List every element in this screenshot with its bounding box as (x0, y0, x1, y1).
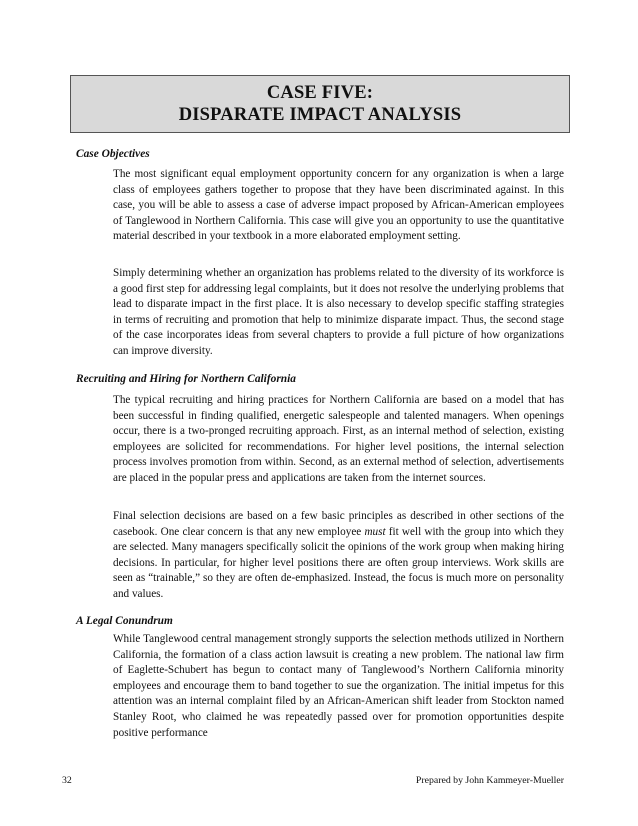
recruiting-paragraph-2-part-2: fit well with the group into which they are selected. Many managers specifically solicit the opinions of the work group when making hiring decisions. In particular, for higher level positions there are often group interviews. Work skills are seen as “trainable,” so they are often de-emphasized. Instead, the focus is much more on personality and values. (113, 525, 564, 600)
page-number: 32 (62, 775, 72, 786)
recruiting-paragraph-1: The typical recruiting and hiring practices for Northern California are based on a model that has been successful in finding qualified, energetic salespeople and talented managers. When openings occur, there is a two-pronged recruiting approach. First, as an internal method of selection, existing employees are solicited for recommendations. For higher level positions, the internal selection process involves promotion from within. Second, as an external method of selection, advertisements are placed in the popular press and applications are taken from the internet sources. (113, 394, 564, 484)
section-heading-recruiting: Recruiting and Hiring for Northern California (76, 373, 296, 385)
case-objectives-paragraph-2: Simply determining whether an organization has problems related to the diversity of its workforce is a good first step for addressing legal complaints, but it does not resolve the underlying problems that lead to disparate impact in the first place. It is also necessary to develop specific staffing strategies in terms of recruiting and promotion that help to minimize disparate impact. Thus, the second stage of the case incorporates ideas from several chapters to provide a full picture of how organizations can improve diversity. (113, 267, 564, 357)
case-title-line1: CASE FIVE: (266, 83, 374, 103)
case-objectives-paragraph-1: The most significant equal employment opportunity concern for any organization is when a large class of employees gathers together to propose that they have been discriminated against. In this case, you will be able to assess a case of adverse impact proposed by African-American employees of Tanglewood in Northern California. This case will give you an opportunity to use the quantitative material described in your textbook in a more elaborated employment setting. (113, 168, 564, 243)
recruiting-paragraph-2 (113, 509, 564, 603)
emphasis-must: must (364, 525, 386, 538)
recruiting-paragraph-2-part-1: Final selection decisions are based on a few basic principles as described in other sections of the casebook. One clear concern is that any new employee (113, 510, 564, 538)
case-title-box (70, 75, 570, 133)
case-title-line2: DISPARATE IMPACT ANALYSIS (178, 105, 462, 125)
legal-conundrum-paragraph-1: While Tanglewood central management strongly supports the selection methods utilized in Northern California, the formation of a class action lawsuit is creating a new problem. The national law firm of Eaglette-Schubert has begun to contact many of Tanglewood’s Northern California minority employees and encourage them to band together to sue the organization. The initial impetus for this attention was an internal complaint filed by an African-American shift leader from Stockton named Stanley Root, who claimed he was repeatedly passed over for promotion opportunities despite positive performance (113, 633, 564, 739)
footer-credit: Prepared by John Kammeyer-Mueller (415, 775, 564, 786)
section-heading-legal-conundrum: A Legal Conundrum (76, 615, 173, 627)
section-heading-case-objectives: Case Objectives (76, 148, 150, 160)
